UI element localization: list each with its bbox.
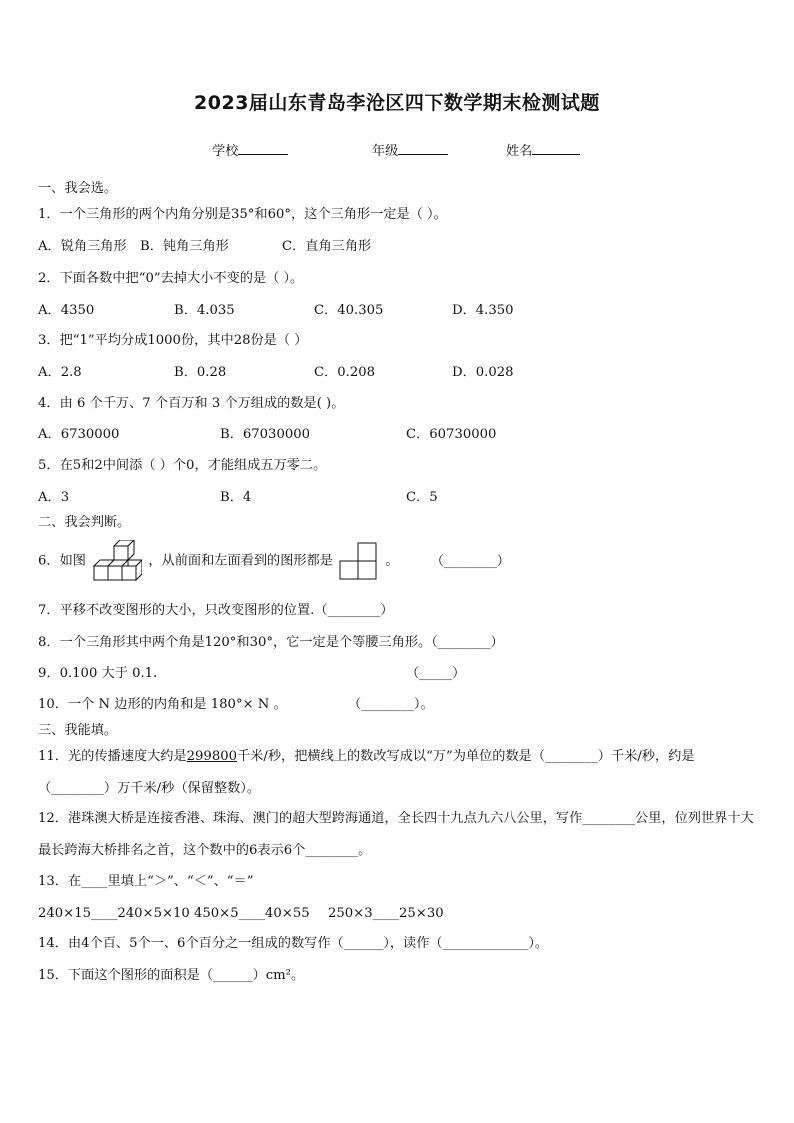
q3-option-a: A．2.8 <box>38 365 82 380</box>
q2-option-c: C．40.305 <box>314 303 384 318</box>
question-2-stem: 2．下面各数中把“0”去掉大小不变的是（ ）。 <box>38 271 304 286</box>
school-field <box>212 140 288 159</box>
view-shape-figure <box>339 542 379 580</box>
question-1-options <box>38 238 372 256</box>
q5-option-a: A．3 <box>38 490 70 505</box>
q4-option-a: A．6730000 <box>38 427 120 442</box>
q13-compare-2: 450×5____40×55 <box>194 906 310 921</box>
question-10 <box>38 696 758 714</box>
q6-middle: ，从前面和左面看到的图形都是 <box>148 553 333 569</box>
q2-option-a: A．4350 <box>38 303 95 318</box>
grade-field <box>372 140 448 159</box>
q5-option-c: C．5 <box>406 490 438 505</box>
q3-option-d: D．0.028 <box>452 365 514 380</box>
q3-option-c: C．0.208 <box>314 365 376 380</box>
question-5-options <box>38 489 758 507</box>
q11-prefix: 11．光的传播速度大约是 <box>38 749 187 764</box>
name-field <box>506 140 580 159</box>
section-heading-2: 二、我会判断。 <box>38 515 131 530</box>
q10-answer-paren[interactable]: （________）。 <box>348 697 434 712</box>
q10-text: 10．一个 N 边形的内角和是 180°× N 。 <box>38 697 287 712</box>
question-12: 12．港珠澳大桥是连接香港、珠海、澳门的超大型跨海通道，全长四十九点九六八公里，写作________公里，位列世界十大最长跨海大桥排名之首，这个数中的6表示6个________。 <box>38 811 754 858</box>
q1-option-b: B．钝角三角形 <box>140 239 229 254</box>
name-blank[interactable] <box>532 140 580 155</box>
q2-option-b: B．4.035 <box>174 303 235 318</box>
question-1-stem: 1．一个三角形的两个内角分别是35°和60°，这个三角形一定是（ ）。 <box>38 207 447 222</box>
question-3-stem: 3．把“1”平均分成1000份，其中28份是（ ） <box>38 333 308 348</box>
q9-answer-paren[interactable]: （_____） <box>406 666 466 681</box>
section-heading-1: 一、我会选。 <box>38 181 118 196</box>
question-7: 7．平移不改变图形的大小，只改变图形的位置.（________） <box>38 603 394 618</box>
q13-compare-1: 240×15____240×5×10 <box>38 906 190 921</box>
question-6 <box>38 540 510 582</box>
q6-answer-paren[interactable]: （________） <box>430 553 510 569</box>
q5-option-b: B．4 <box>220 490 252 505</box>
question-5-stem: 5．在5和2中间添（ ）个0，才能组成五万零二。 <box>38 458 327 473</box>
question-4-stem: 4．由 6 个千万、7 个百万和 3 个万组成的数是( )。 <box>38 396 345 411</box>
grade-blank[interactable] <box>398 140 448 155</box>
question-14: 14．由4个百、5个一、6个百分之一组成的数写作（______），读作（_____________）。 <box>38 936 549 951</box>
question-9 <box>38 665 758 683</box>
page-title: 2023届山东青岛李沧区四下数学期末检测试题 <box>194 92 600 114</box>
q6-suffix: 。 <box>385 553 399 569</box>
q1-option-a: A．锐角三角形 <box>38 239 127 254</box>
q13-compare-3: 250×3____25×30 <box>328 906 444 921</box>
name-label: 姓名 <box>506 144 533 159</box>
question-2-options <box>38 302 758 320</box>
question-11 <box>38 741 756 805</box>
school-label: 学校 <box>212 144 239 159</box>
question-13-stem: 13．在____里填上“＞”、“＜”、“＝” <box>38 874 254 889</box>
q6-prefix: 6．如图 <box>38 553 86 569</box>
q9-text: 9．0.100 大于 0.1. <box>38 666 158 681</box>
stacked-cubes-figure <box>92 540 142 582</box>
q1-option-c: C．直角三角形 <box>282 239 372 254</box>
section-heading-3: 三、我能填。 <box>38 723 118 738</box>
q2-option-d: D．4.350 <box>452 303 514 318</box>
q11-underlined-number: 299800 <box>186 749 237 764</box>
grade-label: 年级 <box>372 144 399 159</box>
q3-option-b: B．0.28 <box>174 365 227 380</box>
q4-option-b: B．67030000 <box>220 427 311 442</box>
q11-rest: 千米/秒，把横线上的数改写成以“万”为单位的数是（________）千米/秒，约是（________）万千米/秒（保留整数）。 <box>38 749 695 796</box>
question-3-options <box>38 364 758 382</box>
question-8: 8．一个三角形其中两个角是120°和30°，它一定是个等腰三角形。（________） <box>38 635 504 650</box>
question-15: 15．下面这个图形的面积是（______）cm²。 <box>38 968 305 983</box>
q4-option-c: C．60730000 <box>406 427 497 442</box>
question-4-options <box>38 426 758 444</box>
school-blank[interactable] <box>238 140 288 155</box>
question-13-comparisons <box>38 905 758 923</box>
